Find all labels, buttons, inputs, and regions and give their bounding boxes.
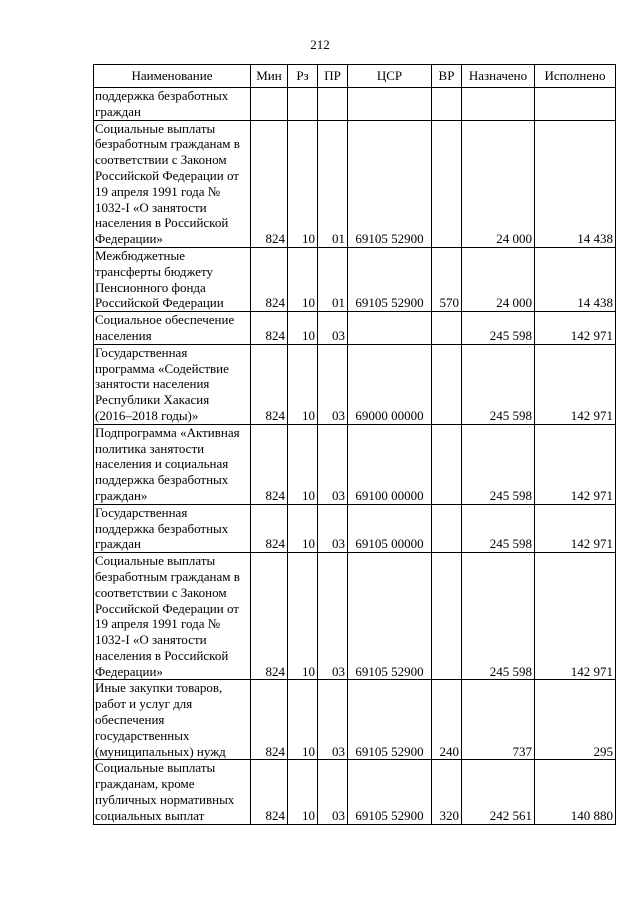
- cell-executed: 14 438: [535, 247, 616, 311]
- cell-min: 824: [251, 553, 288, 680]
- header-vr: ВР: [432, 65, 462, 88]
- table-header-row: [94, 65, 616, 88]
- cell-name: Государственная программа «Содействие занятости населения Республики Хакасия (2016–2018 годы)»: [94, 344, 251, 424]
- cell-vr: [432, 88, 462, 121]
- cell-min: 824: [251, 504, 288, 552]
- cell-rz: 10: [288, 424, 318, 504]
- cell-name: Подпрограмма «Активная политика занятости населения и социальная поддержка безработных граждан»: [94, 424, 251, 504]
- cell-vr: 240: [432, 680, 462, 760]
- cell-vr: [432, 553, 462, 680]
- cell-executed: [535, 88, 616, 121]
- cell-min: 824: [251, 760, 288, 824]
- cell-pr: 01: [318, 120, 348, 247]
- cell-vr: 570: [432, 247, 462, 311]
- cell-vr: [432, 424, 462, 504]
- cell-pr: 03: [318, 312, 348, 345]
- cell-assigned: 245 598: [462, 312, 535, 345]
- cell-executed: 142 971: [535, 424, 616, 504]
- cell-executed: 142 971: [535, 344, 616, 424]
- cell-pr: [318, 88, 348, 121]
- cell-assigned: [462, 88, 535, 121]
- cell-csr: [348, 312, 432, 345]
- cell-rz: 10: [288, 344, 318, 424]
- cell-pr: 03: [318, 760, 348, 824]
- cell-name: Социальные выплаты гражданам, кроме публичных нормативных социальных выплат: [94, 760, 251, 824]
- cell-min: 824: [251, 344, 288, 424]
- header-assigned: Назначено: [462, 65, 535, 88]
- cell-assigned: 245 598: [462, 553, 535, 680]
- cell-rz: 10: [288, 312, 318, 345]
- cell-csr: 69105 52900: [348, 553, 432, 680]
- cell-csr: 69100 00000: [348, 424, 432, 504]
- cell-name: поддержка безработных граждан: [94, 88, 251, 121]
- table-row: [94, 88, 616, 121]
- header-min: Мин: [251, 65, 288, 88]
- cell-min: 824: [251, 247, 288, 311]
- header-rz: Рз: [288, 65, 318, 88]
- cell-vr: [432, 120, 462, 247]
- cell-pr: 03: [318, 424, 348, 504]
- cell-assigned: 245 598: [462, 344, 535, 424]
- cell-min: 824: [251, 312, 288, 345]
- cell-rz: 10: [288, 553, 318, 680]
- table-body: [94, 88, 616, 825]
- cell-pr: 01: [318, 247, 348, 311]
- cell-rz: 10: [288, 504, 318, 552]
- cell-min: 824: [251, 424, 288, 504]
- table-row: [94, 504, 616, 552]
- table-row: [94, 424, 616, 504]
- cell-rz: [288, 88, 318, 121]
- cell-pr: 03: [318, 344, 348, 424]
- cell-csr: 69105 52900: [348, 247, 432, 311]
- table-row: [94, 680, 616, 760]
- cell-csr: 69105 52900: [348, 680, 432, 760]
- table-row: [94, 344, 616, 424]
- header-csr: ЦСР: [348, 65, 432, 88]
- cell-assigned: 737: [462, 680, 535, 760]
- cell-rz: 10: [288, 680, 318, 760]
- cell-executed: 142 971: [535, 553, 616, 680]
- header-name: Наименование: [94, 65, 251, 88]
- cell-pr: 03: [318, 553, 348, 680]
- cell-pr: 03: [318, 504, 348, 552]
- table-row: [94, 312, 616, 345]
- cell-vr: [432, 504, 462, 552]
- header-pr: ПР: [318, 65, 348, 88]
- cell-assigned: 245 598: [462, 504, 535, 552]
- cell-csr: 69000 00000: [348, 344, 432, 424]
- header-executed: Исполнено: [535, 65, 616, 88]
- cell-executed: 295: [535, 680, 616, 760]
- cell-name: Социальные выплаты безработным гражданам в соответствии с Законом Российской Федерации от 19 апреля 1991 года № 1032-I «О занятости населения в Российской Федерации»: [94, 553, 251, 680]
- table-row: [94, 247, 616, 311]
- cell-rz: 10: [288, 760, 318, 824]
- cell-name: Межбюджетные трансферты бюджету Пенсионного фонда Российской Федерации: [94, 247, 251, 311]
- cell-csr: 69105 00000: [348, 504, 432, 552]
- cell-assigned: 242 561: [462, 760, 535, 824]
- cell-assigned: 245 598: [462, 424, 535, 504]
- cell-min: 824: [251, 680, 288, 760]
- table-row: [94, 760, 616, 824]
- cell-min: [251, 88, 288, 121]
- cell-csr: 69105 52900: [348, 120, 432, 247]
- cell-rz: 10: [288, 247, 318, 311]
- cell-executed: 140 880: [535, 760, 616, 824]
- page-number: 212: [310, 37, 330, 52]
- cell-name: Социальные выплаты безработным гражданам в соответствии с Законом Российской Федерации от 19 апреля 1991 года № 1032-I «О занятости населения в Российской Федерации»: [94, 120, 251, 247]
- table-row: [94, 120, 616, 247]
- cell-executed: 142 971: [535, 312, 616, 345]
- cell-assigned: 24 000: [462, 120, 535, 247]
- cell-rz: 10: [288, 120, 318, 247]
- cell-name: Государственная поддержка безработных граждан: [94, 504, 251, 552]
- cell-vr: [432, 312, 462, 345]
- cell-pr: 03: [318, 680, 348, 760]
- cell-csr: 69105 52900: [348, 760, 432, 824]
- cell-assigned: 24 000: [462, 247, 535, 311]
- cell-executed: 142 971: [535, 504, 616, 552]
- table-row: [94, 553, 616, 680]
- cell-csr: [348, 88, 432, 121]
- cell-vr: 320: [432, 760, 462, 824]
- cell-name: Социальное обеспечение населения: [94, 312, 251, 345]
- cell-executed: 14 438: [535, 120, 616, 247]
- cell-name: Иные закупки товаров, работ и услуг для обеспечения государственных (муниципальных) нужд: [94, 680, 251, 760]
- cell-min: 824: [251, 120, 288, 247]
- budget-table: [93, 64, 616, 825]
- cell-vr: [432, 344, 462, 424]
